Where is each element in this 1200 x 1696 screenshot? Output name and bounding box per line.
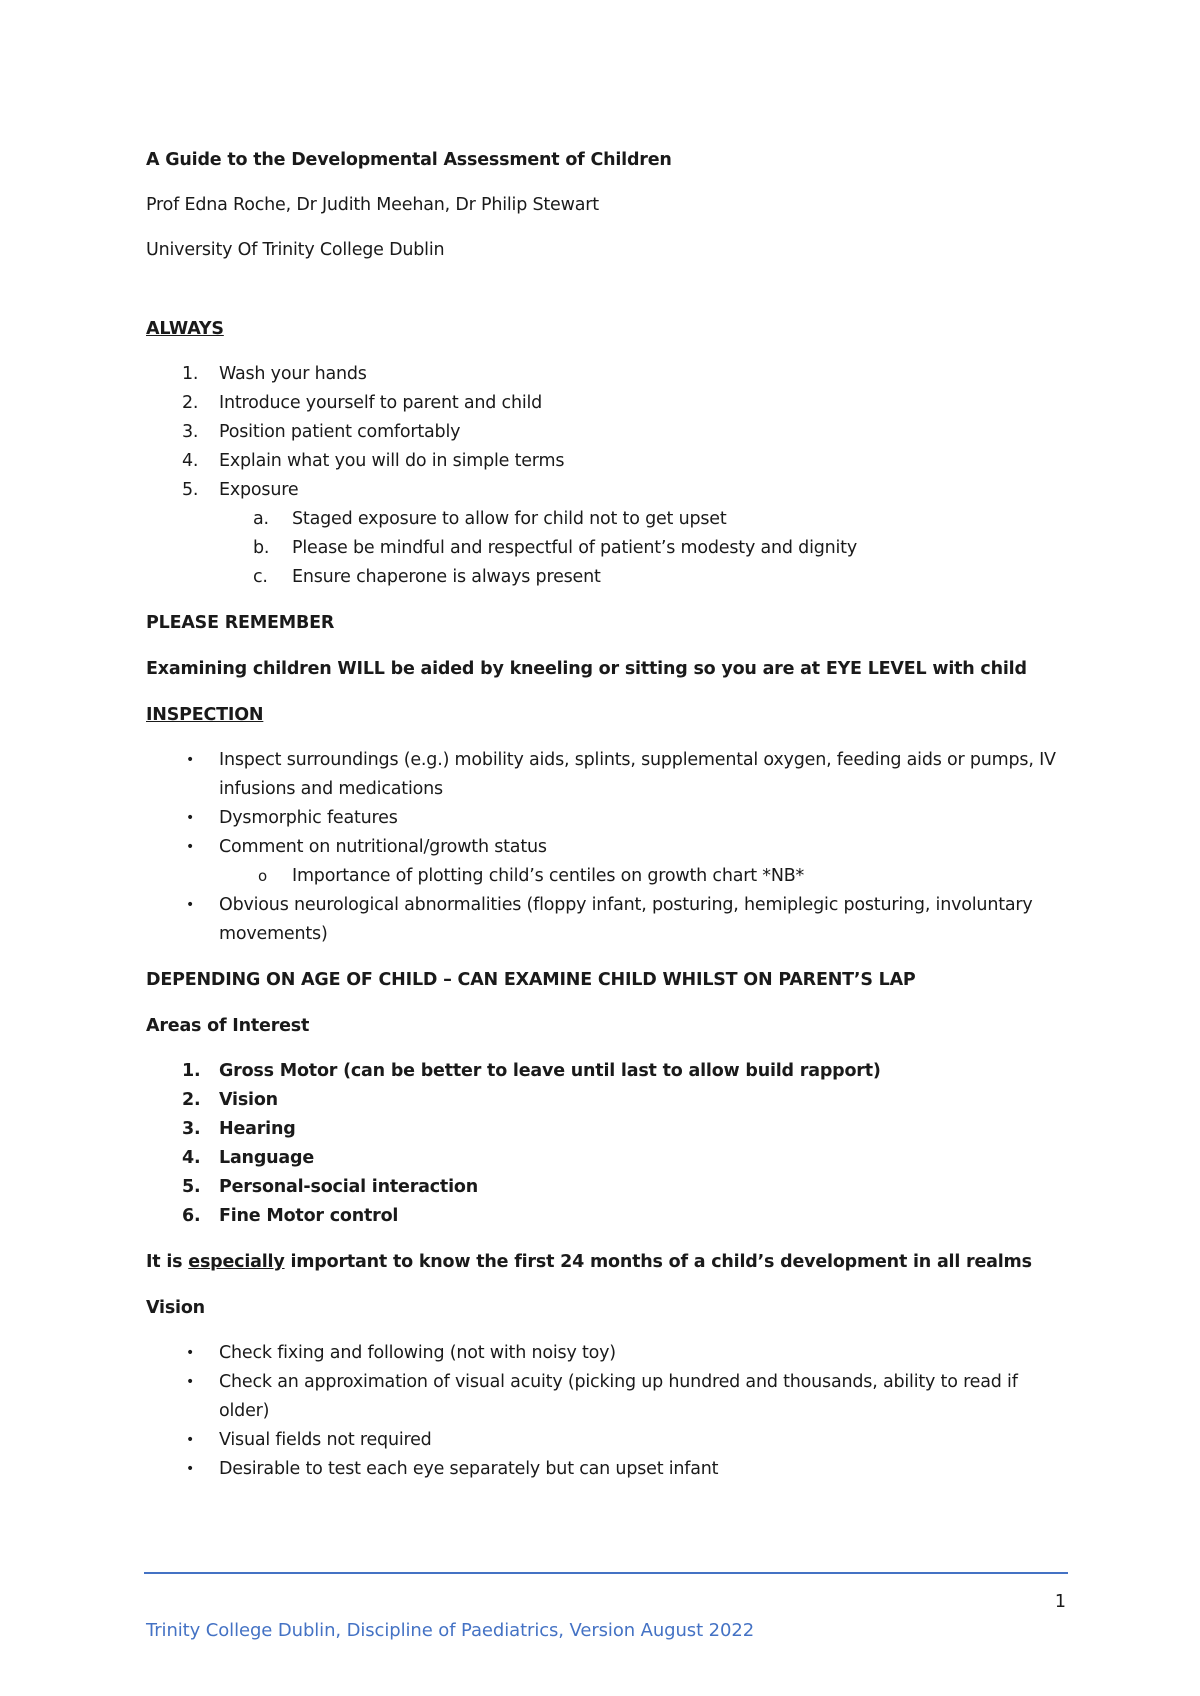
remember-text: Examining children WILL be aided by kneeling or sitting so you are at EYE LEVEL with child	[146, 659, 1027, 679]
list-item-text: Obvious neurological abnormalities (floppy infant, posturing, hemiplegic posturing, involuntary movements)	[219, 895, 1033, 944]
list-item	[146, 1144, 1066, 1173]
sub-list-item	[146, 534, 1066, 563]
list-item	[146, 1115, 1066, 1144]
list-item	[146, 447, 1066, 476]
list-item	[146, 1426, 1066, 1455]
footer-text: Trinity College Dublin, Discipline of Paediatrics, Version August 2022	[146, 1620, 755, 1641]
importance-emphasis: especially	[188, 1252, 285, 1272]
sub-list-item	[146, 862, 1066, 891]
list-item-text: Introduce yourself to parent and child	[219, 393, 543, 413]
list-item-text: Importance of plotting child’s centiles on growth chart *NB*	[292, 866, 805, 886]
list-item-text: Visual fields not required	[219, 1430, 432, 1450]
list-item	[146, 1086, 1066, 1115]
depending-note: DEPENDING ON AGE OF CHILD – CAN EXAMINE CHILD WHILST ON PARENT’S LAP	[146, 970, 916, 990]
bullet-icon: •	[186, 1374, 195, 1390]
list-item	[146, 1057, 1066, 1086]
list-item	[146, 360, 1066, 389]
list-item-text: Desirable to test each eye separately but can upset infant	[219, 1459, 719, 1479]
list-number: 4.	[182, 1148, 201, 1168]
bullet-icon: •	[186, 1461, 195, 1477]
list-number: 3.	[182, 1119, 201, 1139]
document-institution: University Of Trinity College Dublin	[146, 240, 445, 260]
list-item-text: Language	[219, 1148, 315, 1168]
list-number: 2.	[182, 1090, 201, 1110]
vision-list	[146, 1339, 1066, 1484]
bullet-icon: •	[186, 839, 195, 855]
list-item	[146, 1368, 1066, 1426]
list-item-text: Check an approximation of visual acuity (picking up hundred and thousands, ability to read if older)	[219, 1372, 1018, 1421]
list-item	[146, 476, 1066, 505]
list-item-text: Fine Motor control	[219, 1206, 399, 1226]
document-authors: Prof Edna Roche, Dr Judith Meehan, Dr Philip Stewart	[146, 195, 599, 215]
list-item	[146, 418, 1066, 447]
list-item-text: Vision	[219, 1090, 278, 1110]
list-letter: a.	[253, 509, 269, 529]
list-item-text: Dysmorphic features	[219, 808, 398, 828]
list-number: 4.	[182, 451, 199, 471]
page-content	[146, 146, 1066, 1484]
list-item-text: Comment on nutritional/growth status	[219, 837, 547, 857]
list-item	[146, 804, 1066, 833]
list-number: 3.	[182, 422, 199, 442]
list-item	[146, 891, 1066, 949]
list-item	[146, 1339, 1066, 1368]
list-item	[146, 1173, 1066, 1202]
inspection-list	[146, 746, 1066, 949]
list-number: 5.	[182, 480, 199, 500]
list-item-text: Personal-social interaction	[219, 1177, 478, 1197]
list-number: 1.	[182, 364, 199, 384]
vision-heading: Vision	[146, 1298, 205, 1318]
list-number: 5.	[182, 1177, 201, 1197]
bullet-icon: •	[186, 897, 195, 913]
always-list	[146, 360, 1066, 592]
list-item	[146, 746, 1066, 804]
list-letter: b.	[253, 538, 270, 558]
list-item-text: Ensure chaperone is always present	[292, 567, 601, 587]
sub-list-item	[146, 505, 1066, 534]
list-item	[146, 833, 1066, 862]
list-item-text: Exposure	[219, 480, 299, 500]
sub-list-item	[146, 563, 1066, 592]
bullet-icon: •	[186, 1345, 195, 1361]
importance-note	[146, 1248, 1066, 1277]
areas-heading: Areas of Interest	[146, 1016, 310, 1036]
areas-list	[146, 1057, 1066, 1231]
importance-prefix: It is	[146, 1252, 189, 1272]
list-item-text: Please be mindful and respectful of patient’s modesty and dignity	[292, 538, 858, 558]
circle-bullet-icon: o	[258, 867, 267, 885]
list-item-text: Hearing	[219, 1119, 296, 1139]
list-number: 2.	[182, 393, 199, 413]
list-item-text: Check fixing and following (not with noisy toy)	[219, 1343, 616, 1363]
bullet-icon: •	[186, 1432, 195, 1448]
list-item	[146, 389, 1066, 418]
document-title: A Guide to the Developmental Assessment of Children	[146, 150, 672, 170]
importance-suffix: important to know the first 24 months of a child’s development in all realms	[284, 1252, 1032, 1272]
list-item-text: Explain what you will do in simple terms	[219, 451, 565, 471]
bullet-icon: •	[186, 752, 195, 768]
list-item	[146, 1202, 1066, 1231]
list-item-text: Position patient comfortably	[219, 422, 461, 442]
always-heading: ALWAYS	[146, 319, 224, 339]
footer-divider	[144, 1572, 1068, 1574]
list-item-text: Staged exposure to allow for child not to get upset	[292, 509, 727, 529]
inspection-heading: INSPECTION	[146, 705, 264, 725]
list-item-text: Gross Motor (can be better to leave until last to allow build rapport)	[219, 1061, 881, 1081]
list-item-text: Wash your hands	[219, 364, 367, 384]
list-item	[146, 1455, 1066, 1484]
page-number: 1	[1054, 1592, 1066, 1612]
bullet-icon: •	[186, 810, 195, 826]
list-number: 1.	[182, 1061, 201, 1081]
list-item-text: Inspect surroundings (e.g.) mobility aids, splints, supplemental oxygen, feeding aids or pumps, IV infusions and medications	[219, 750, 1056, 799]
list-letter: c.	[253, 567, 268, 587]
list-number: 6.	[182, 1206, 201, 1226]
remember-heading: PLEASE REMEMBER	[146, 613, 335, 633]
